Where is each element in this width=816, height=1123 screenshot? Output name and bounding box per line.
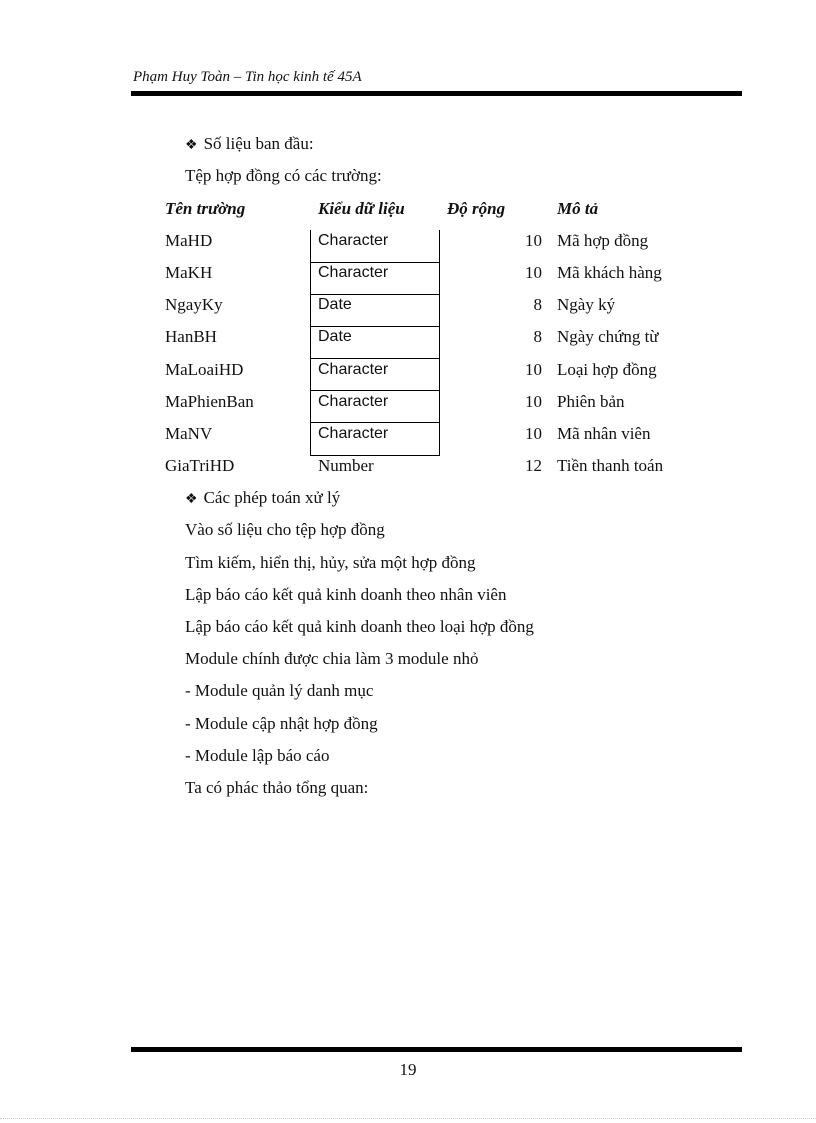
table-cell-desc: Tiền thanh toán <box>557 456 664 475</box>
table-cell-name: GiaTriHD <box>165 456 235 475</box>
body-line: - Module quản lý danh mục <box>185 681 374 700</box>
table-cell-type: Number <box>318 456 374 475</box>
table-cell-type: Date <box>318 296 352 313</box>
table-header-width: Độ rộng <box>447 199 506 218</box>
table-cell-name: NgayKy <box>165 295 223 314</box>
section-heading-initial-data <box>185 134 314 154</box>
table-cell-type: Character <box>318 361 389 378</box>
table-cell-width: 10 <box>525 424 542 443</box>
table-cell-name: MaPhienBan <box>165 392 254 411</box>
table-header-type: Kiểu dữ liệu <box>318 199 405 218</box>
table-cell-type: Character <box>318 264 389 281</box>
table-divider <box>310 326 440 327</box>
table-cell-desc: Mã khách hàng <box>557 263 662 282</box>
table-cell-desc: Ngày chứng từ <box>557 327 659 346</box>
table-divider <box>310 262 440 263</box>
table-divider <box>310 358 440 359</box>
body-line: Lập báo cáo kết quả kinh doanh theo loại hợp đồng <box>185 617 534 636</box>
header-rule <box>131 91 742 96</box>
table-cell-width: 10 <box>525 360 542 379</box>
page-number: 19 <box>399 1060 417 1079</box>
table-cell-name: MaHD <box>165 231 213 250</box>
table-divider <box>310 390 440 391</box>
body-line: Tìm kiếm, hiển thị, hủy, sửa một hợp đồng <box>185 553 476 572</box>
table-cell-name: MaKH <box>165 263 213 282</box>
section-heading-operations <box>185 488 340 508</box>
table-cell-desc: Mã nhân viên <box>557 424 651 443</box>
diamond-bullet-icon: ❖ <box>185 138 198 153</box>
table-cell-desc: Mã hợp đồng <box>557 231 649 250</box>
table-cell-width: 10 <box>525 263 542 282</box>
table-cell-width: 8 <box>533 295 542 314</box>
table-cell-width: 10 <box>525 231 542 250</box>
table-cell-width: 8 <box>533 327 542 346</box>
section-title: Số liệu ban đầu: <box>203 134 314 153</box>
body-line: - Module lập báo cáo <box>185 746 330 765</box>
body-line: Lập báo cáo kết quả kinh doanh theo nhân viên <box>185 585 507 604</box>
body-line: Ta có phác thảo tổng quan: <box>185 778 369 797</box>
table-cell-desc: Phiên bản <box>557 392 625 411</box>
table-cell-name: MaLoaiHD <box>165 360 244 379</box>
diamond-bullet-icon: ❖ <box>185 492 198 507</box>
table-cell-desc: Loại hợp đồng <box>557 360 657 379</box>
table-cell-width: 12 <box>525 456 542 475</box>
intro-text: Tệp hợp đồng có các trường: <box>185 166 382 185</box>
table-cell-type: Character <box>318 232 389 249</box>
table-cell-type: Date <box>318 328 352 345</box>
table-cell-type: Character <box>318 393 389 410</box>
table-cell-name: HanBH <box>165 327 217 346</box>
body-line: Vào số liệu cho tệp hợp đồng <box>185 520 385 539</box>
table-divider <box>310 422 440 423</box>
table-cell-name: MaNV <box>165 424 213 443</box>
table-cell-desc: Ngày ký <box>557 295 616 314</box>
page-header-title: Phạm Huy Toàn – Tin học kinh tế 45A <box>133 69 362 85</box>
table-header-desc: Mô tả <box>557 199 599 218</box>
table-header-name: Tên trường <box>165 199 246 218</box>
footer-rule <box>131 1047 742 1052</box>
section-title: Các phép toán xử lý <box>203 488 341 507</box>
body-line: - Module cập nhật hợp đồng <box>185 714 378 733</box>
body-line: Module chính được chia làm 3 module nhỏ <box>185 649 479 668</box>
table-divider <box>310 294 440 295</box>
table-cell-width: 10 <box>525 392 542 411</box>
page-bottom-border <box>0 1118 816 1119</box>
table-cell-type: Character <box>318 425 389 442</box>
